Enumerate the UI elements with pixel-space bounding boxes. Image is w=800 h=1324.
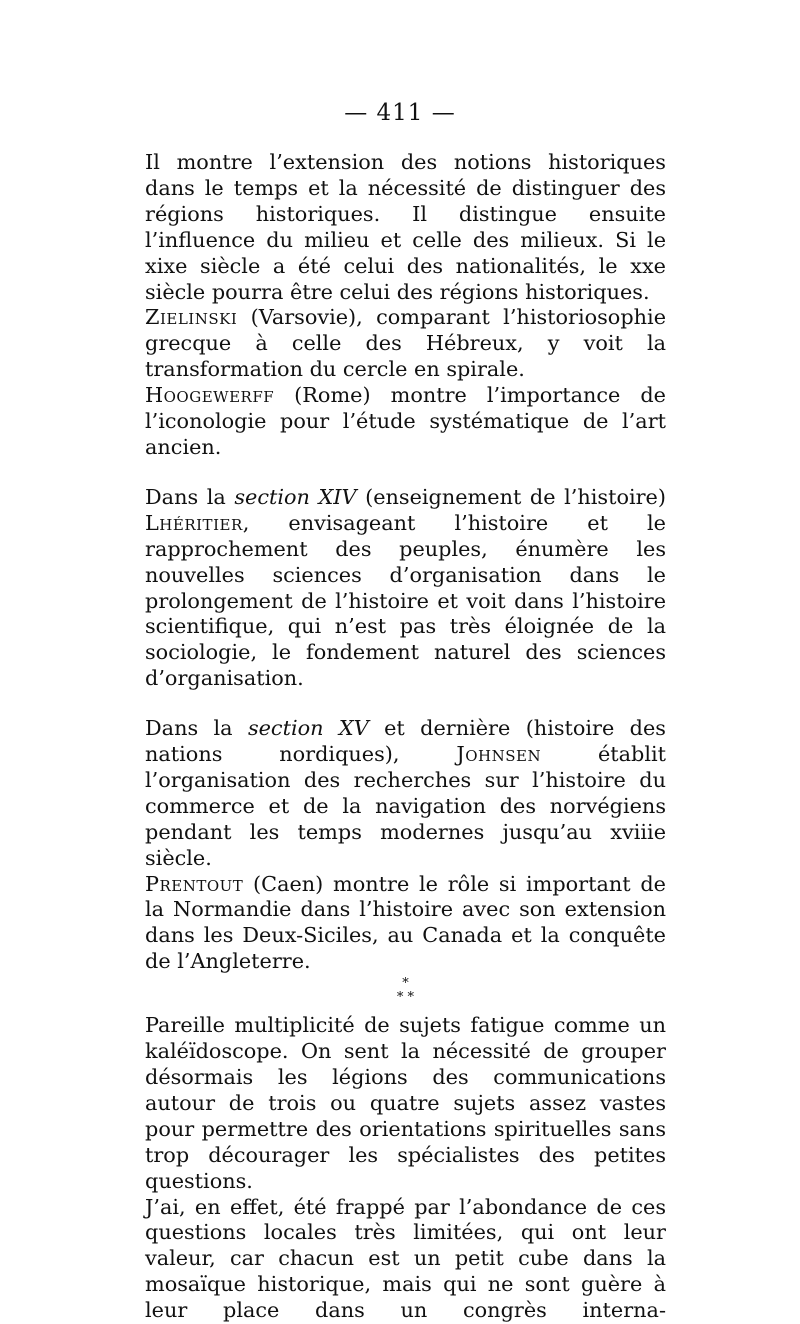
paragraph-lead: Dans la	[145, 716, 248, 741]
paragraph-text: et dernière (histoire des nations nordiques),	[145, 716, 666, 767]
paragraph-hoogewerff	[145, 383, 666, 461]
author-name: Prentout	[145, 871, 244, 896]
paragraph-extension-historique	[145, 150, 666, 305]
asterism-top: *	[402, 976, 409, 992]
paragraph-lead: Dans la	[145, 484, 235, 509]
paragraph-abondance	[145, 1195, 666, 1324]
paragraph-gap	[145, 692, 666, 716]
asterism-divider	[145, 977, 666, 1005]
section-title: section XIV	[234, 484, 357, 509]
body-text	[145, 150, 666, 1324]
paragraph-section-xv	[145, 716, 666, 871]
paragraph-text: établit l’organisation des recherches sur l’histoire du commerce et de la navigation des norvégiens pendant les temps modernes jusqu’au xviiie siècle.	[145, 742, 666, 870]
page-number: — 411 —	[344, 100, 456, 126]
author-name: Hoogewerff	[145, 383, 275, 408]
paragraph-section-xiv	[145, 485, 666, 692]
paragraph-multiplicite	[145, 1013, 666, 1194]
paragraph-text: Pareille multiplicité de sujets fatigue comme un kaléïdoscope. On sent la nécessité de grouper désormais les légions des communications autour de trois ou quatre sujets assez vastes pour permettre des orientations spirituelles sans trop décourager les spécialistes des petites questions.	[145, 1013, 666, 1193]
paragraph-text: (enseignement de l’histoire)	[356, 484, 666, 509]
asterism-bottom: * *	[396, 990, 415, 1006]
paragraph-text: (Caen) montre le rôle si important de la Normandie dans l’histoire avec son extension dans les Deux-Siciles, au Canada et la conquête de l’Angleterre.	[145, 871, 666, 974]
paragraph-text: (Varsovie), comparant l’historiosophie grecque à celle des Hébreux, y voit la transformation du cercle en spirale.	[145, 305, 666, 382]
paragraph-gap	[145, 461, 666, 485]
paragraph-text: (Rome) montre l’importance de l’iconologie pour l’étude systématique de l’art ancien.	[145, 383, 666, 459]
author-name: Zielinski	[145, 305, 238, 330]
paragraph-prentout	[145, 872, 666, 976]
section-title: section XV	[247, 716, 369, 741]
paragraph-text: Il montre l’extension des notions historiques dans le temps et la nécessité de distinguer des régions historiques. Il distingue ensuite l’influence du milieu et celle des milieux. Si le xixe siècle a été celui des nationalités, le xxe siècle pourra être celui des régions historiques.	[145, 150, 666, 304]
paragraph-text: , envisageant l’histoire et le rapprochement des peuples, énumère les nouvelles sciences d’organisation dans le prolongement de l’histoire et voit dans l’histoire scientifique, qui n’est pas très éloignée de la sociologie, le fondement naturel des sciences d’organisation.	[145, 510, 666, 691]
author-name: Johnsen	[456, 742, 542, 767]
paragraph-text: J’ai, en effet, été frappé par l’abondance de ces questions locales très limitées, qui ont leur valeur, car chacun est un petit cube dans la mosaïque historique, mais qui ne sont guère à leur place dans un congrès interna-	[145, 1194, 666, 1323]
author-name: Lhéritier	[145, 510, 243, 535]
paragraph-zielinski	[145, 305, 666, 383]
